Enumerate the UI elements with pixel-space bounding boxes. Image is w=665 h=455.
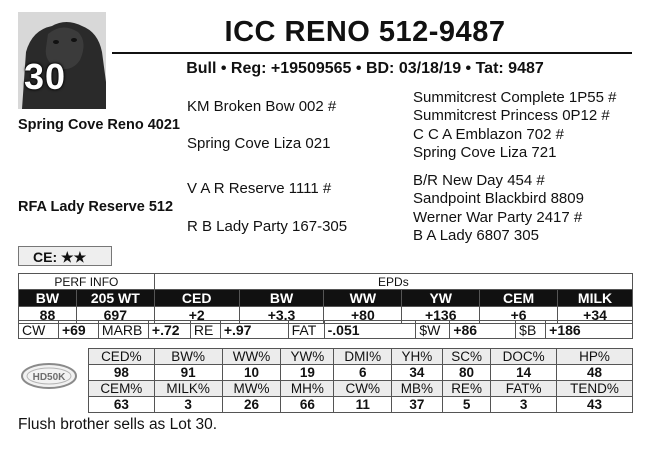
idx-cw-value: +69 — [58, 321, 98, 339]
pct-yh-label: YH% — [392, 349, 443, 365]
idx-w-label: $W — [416, 321, 450, 339]
dam: RFA Lady Reserve 512 — [18, 199, 174, 215]
idx-re-label: RE — [190, 321, 220, 339]
idx-marb-value: +.72 — [148, 321, 190, 339]
pct-bw-label: BW% — [154, 349, 222, 365]
ssd: Summitcrest Princess 0P12 # — [413, 107, 610, 124]
idx-fat-label: FAT — [288, 321, 324, 339]
index-table — [18, 320, 633, 339]
col-milk: MILK — [558, 290, 633, 307]
pct-doc-label: DOC% — [491, 349, 557, 365]
pct-re-value: 5 — [442, 397, 490, 413]
col-yw: YW — [402, 290, 480, 307]
pct-mw-value: 26 — [222, 397, 281, 413]
pct-fat-value: 3 — [491, 397, 557, 413]
sss: Summitcrest Complete 1P55 # — [413, 89, 617, 106]
idx-b-label: $B — [516, 321, 546, 339]
val-bw-epd: +3.3 — [239, 307, 324, 324]
dsd: Sandpoint Blackbird 8809 — [413, 190, 584, 207]
sire-sire: KM Broken Bow 002 # — [187, 98, 337, 115]
pct-ced-value: 98 — [89, 365, 155, 381]
col-205wt: 205 WT — [76, 290, 154, 307]
idx-marb-label: MARB — [98, 321, 148, 339]
animal-name: ICC RENO 512-9487 — [224, 16, 506, 48]
pct-ww-label: WW% — [222, 349, 281, 365]
logo-text: HD50K — [32, 372, 66, 383]
pct-dmi-label: DMI% — [334, 349, 392, 365]
calving-ease-box — [18, 246, 112, 266]
pct-re-label: RE% — [442, 381, 490, 397]
val-bw-actual: 88 — [19, 307, 77, 324]
val-ww: +80 — [324, 307, 402, 324]
idx-fat-value: -.051 — [324, 321, 416, 339]
col-cem: CEM — [480, 290, 558, 307]
pct-yh-value: 34 — [392, 365, 443, 381]
val-cem: +6 — [480, 307, 558, 324]
col-ced: CED — [154, 290, 239, 307]
pct-hp-label: HP% — [556, 349, 632, 365]
pct-milk-label: MILK% — [154, 381, 222, 397]
pct-sc-label: SC% — [442, 349, 490, 365]
pct-mw-label: MW% — [222, 381, 281, 397]
dam-sire: V A R Reserve 1111 # — [187, 180, 332, 197]
pct-tend-value: 43 — [556, 397, 632, 413]
pct-doc-value: 14 — [491, 365, 557, 381]
pct-dmi-value: 6 — [334, 365, 392, 381]
val-205wt: 697 — [76, 307, 154, 324]
epds-header: EPDs — [154, 274, 632, 290]
pct-yw-value: 19 — [281, 365, 334, 381]
sire-dam: Spring Cove Liza 021 — [187, 135, 331, 152]
pct-cw-label: CW% — [334, 381, 392, 397]
val-yw: +136 — [402, 307, 480, 324]
ddd: B A Lady 6807 305 — [413, 227, 539, 244]
pct-bw-value: 91 — [154, 365, 222, 381]
pct-yw-label: YW% — [281, 349, 334, 365]
title-rule — [112, 52, 632, 54]
val-milk: +34 — [558, 307, 633, 324]
pct-hp-value: 48 — [556, 365, 632, 381]
pct-ww-value: 10 — [222, 365, 281, 381]
idx-re-value: +.97 — [220, 321, 288, 339]
sdd: Spring Cove Liza 721 — [413, 144, 557, 161]
lot-number: 30 — [24, 56, 67, 97]
ce-label: CE: — [33, 249, 58, 265]
registration-line: Bull • Reg: +19509565 • BD: 03/18/19 • Tat: 9487 — [186, 60, 544, 77]
sire: Spring Cove Reno 4021 — [18, 117, 180, 133]
dam-dam: R B Lady Party 167-305 — [187, 218, 348, 235]
ce-stars: ★★ — [61, 249, 87, 265]
pct-cem-value: 63 — [89, 397, 155, 413]
pct-sc-value: 80 — [442, 365, 490, 381]
dds: Werner War Party 2417 # — [413, 209, 583, 226]
idx-b-value: +186 — [546, 321, 633, 339]
pct-ced-label: CED% — [89, 349, 155, 365]
pct-mb-label: MB% — [392, 381, 443, 397]
percentile-table — [88, 348, 633, 413]
pct-cw-value: 11 — [334, 397, 392, 413]
perf-info-header: PERF INFO — [19, 274, 155, 290]
pct-mh-label: MH% — [281, 381, 334, 397]
pct-fat-label: FAT% — [491, 381, 557, 397]
pct-milk-value: 3 — [154, 397, 222, 413]
col-ww: WW — [324, 290, 402, 307]
sds: C C A Emblazon 702 # — [413, 126, 564, 143]
idx-w-value: +86 — [450, 321, 516, 339]
idx-cw-label: CW — [19, 321, 59, 339]
hd50k-logo — [20, 362, 78, 390]
footer-note: Flush brother sells as Lot 30. — [18, 416, 218, 433]
col-bw-actual: BW — [19, 290, 77, 307]
pct-mb-value: 37 — [392, 397, 443, 413]
pct-tend-label: TEND% — [556, 381, 632, 397]
epd-table — [18, 273, 633, 324]
pct-mh-value: 66 — [281, 397, 334, 413]
dss: B/R New Day 454 # — [413, 172, 545, 189]
val-ced: +2 — [154, 307, 239, 324]
pct-cem-label: CEM% — [89, 381, 155, 397]
col-bw-epd: BW — [239, 290, 324, 307]
